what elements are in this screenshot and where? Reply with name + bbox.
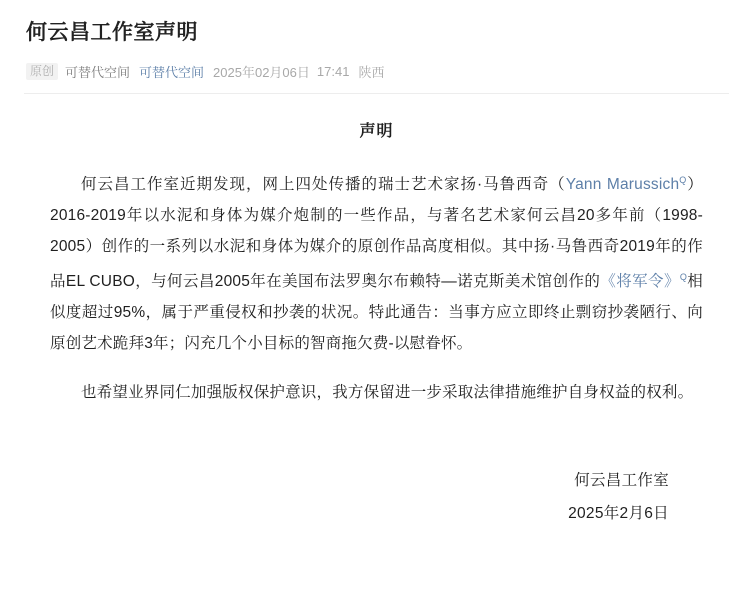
paragraph-2-text: 也希望业界同仁加强版权保护意识，我方保留进一步采取法律措施维护自身权益的权利。 [81, 384, 694, 402]
paragraph-1 [50, 165, 703, 359]
meta-time: 17:41 [316, 64, 350, 79]
meta-location: 陕西 [358, 65, 385, 80]
link-label-jiangjunling: 《将军令》 [600, 273, 680, 291]
article-body [24, 116, 729, 529]
paragraph-1-link-jiangjunling[interactable] [600, 273, 687, 290]
link-sup-icon-jiangjunling: Q [679, 272, 688, 283]
meta-author: 可替代空间 [65, 65, 131, 80]
paragraph-1-text-a: 何云昌工作室近期发现，网上四处传播的瑞士艺术家扬·马鲁西奇（ [81, 176, 566, 194]
meta-date: 2025年02月06日 [213, 65, 310, 80]
signature: 何云昌工作室 [574, 472, 669, 490]
signature-date: 2025年2月6日 [568, 505, 669, 523]
page-title: 何云昌工作室声明 [26, 21, 198, 44]
header-divider [24, 93, 729, 94]
paragraph-1-link-yann[interactable] [566, 176, 687, 193]
article-meta [26, 62, 729, 81]
paragraph-1-text-c: 相似度超过95%，属于严重侵权和抄袭的状况。特此通告：当事方应立即终止剽窃抄袭陋行、向原创艺术跪拜3年；闪充几个小目标的智商拖欠费-以慰眷怀。 [50, 273, 703, 353]
paragraph-2 [50, 377, 703, 408]
link-label-yann: Yann Marussich [565, 176, 680, 194]
paragraph-1-text-b: ）2016-2019年以水泥和身体为媒介炮制的一些作品，与著名艺术家何云昌20多年前（1998-2005）创作的一系列以水泥和身体为媒介的原创作品高度相似。其中扬·马鲁西奇2019年的作品EL CUBO，与何云昌2005年在美国布法罗奥尔布赖特—诺克斯美术馆创作的 [50, 176, 703, 291]
meta-account-link[interactable]: 可替代空间 [139, 65, 205, 80]
document-heading: 声明 [359, 123, 394, 140]
link-sup-icon-yann: Q [679, 175, 687, 185]
status-badge: 原创 [26, 63, 58, 80]
